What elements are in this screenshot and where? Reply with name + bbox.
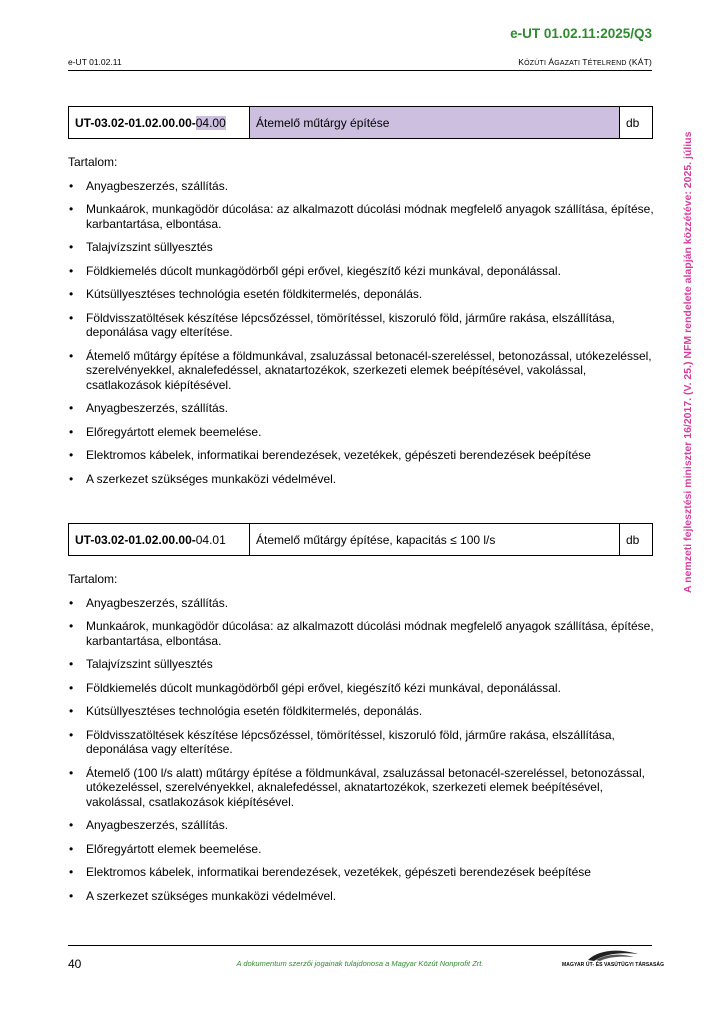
publication-side-note: A nemzeti fejlesztési miniszter 16/2017. (V. 25.) NFM rendelete alapján közzétéve: 2025. július [682,131,694,593]
list-item: • Talajvízszint süllyesztés [68,657,658,672]
footer-divider [68,945,652,946]
header-left: e-UT 01.02.11 [68,57,122,67]
header-divider [68,70,652,71]
list-item: • Anyagbeszerzés, szállítás. [68,401,658,416]
list-item: • Anyagbeszerzés, szállítás. [68,179,658,194]
item-title: Átemelő műtárgy építése, kapacitás ≤ 100 l/s [250,524,620,556]
header-right: KÖZÚTI ÁGAZATI TÉTELREND (KÁT) [518,57,652,67]
list-item: • Anyagbeszerzés, szállítás. [68,818,658,833]
item-content-1 [68,155,658,495]
list-item: • Kútsüllyesztéses technológia esetén földkitermelés, deponálás. [68,287,658,302]
item-table-1 [68,106,653,139]
list-item: • Kútsüllyesztéses technológia esetén földkitermelés, deponálás. [68,704,658,719]
list-item: • Elektromos kábelek, informatikai berendezések, vezetékek, gépészeti berendezések beépítése [68,448,658,463]
item-code: UT-03.02-01.02.00.00-04.00 [69,107,250,139]
item-table-2 [68,523,653,556]
list-item: • Átemelő (100 l/s alatt) műtárgy építése a földmunkával, zsaluzással betonacél-szereléssel, betonozással, utókezeléssel, szerelvényekkel, aknalefedéssel, aknatartozékok, szerkezeti elemek beépítésével, vakolással, csatlakozások kiépítésével. [68,766,658,810]
content-label: Tartalom: [68,572,118,586]
page-number: 40 [68,957,82,971]
list-item: • Átemelő műtárgy építése a földmunkával, zsaluzással betonacél-szereléssel, betonozással, utókezeléssel, szerelvényekkel, aknalefedéssel, aknatartozékok, szerkezeti elemek beépítésével, vakolással, csatlakozások kiépítésével. [68,349,658,393]
list-item: • Előregyártott elemek beemelése. [68,425,658,440]
list-item: • Földkiemelés dúcolt munkagödörből gépi erővel, kiegészítő kézi munkával, deponálással. [68,681,658,696]
list-item: • Munkaárok, munkagödör dúcolása: az alkalmazott dúcolási módnak megfelelő anyagok szállítása, építése, karbantartása, elbontása. [68,619,658,648]
item-unit: db [620,524,653,556]
item-title: Átemelő műtárgy építése [250,107,620,139]
list-item: • A szerkezet szükséges munkaközi védelmével. [68,889,658,904]
list-item: • Talajvízszint süllyesztés [68,240,658,255]
list-item: • Földvisszatöltések készítése lépcsőzéssel, tömörítéssel, kiszoruló föld, járműre rakása, elszállítása, deponálása vagy elterítése. [68,311,658,340]
document-code: e-UT 01.02.11:2025/Q3 [510,26,652,41]
content-list [68,596,658,904]
list-item: • Munkaárok, munkagödör dúcolása: az alkalmazott dúcolási módnak megfelelő anyagok szállítása, építése, karbantartása, elbontása. [68,202,658,231]
list-item: • Elektromos kábelek, informatikai berendezések, vezetékek, gépészeti berendezések beépítése [68,865,658,880]
item-unit: db [620,107,653,139]
item-content-2 [68,572,658,912]
list-item: • Földvisszatöltések készítése lépcsőzéssel, tömörítéssel, kiszoruló föld, járműre rakása, elszállítása, deponálása vagy elterítése. [68,728,658,757]
item-code: UT-03.02-01.02.00.00-04.01 [69,524,250,556]
copyright-note: A dokumentum szerzői jogainak tulajdonosa a Magyar Közút Nonprofit Zrt. [236,959,484,968]
logo-text: MAGYAR ÚT- ÉS VASÚTÜGYI TÁRSASÁG [562,962,665,968]
content-list [68,179,658,487]
list-item: • Földkiemelés dúcolt munkagödörből gépi erővel, kiegészítő kézi munkával, deponálással. [68,264,658,279]
content-label: Tartalom: [68,155,118,169]
list-item: • Anyagbeszerzés, szállítás. [68,596,658,611]
list-item: • A szerkezet szükséges munkaközi védelmével. [68,472,658,487]
list-item: • Előregyártott elemek beemelése. [68,842,658,857]
